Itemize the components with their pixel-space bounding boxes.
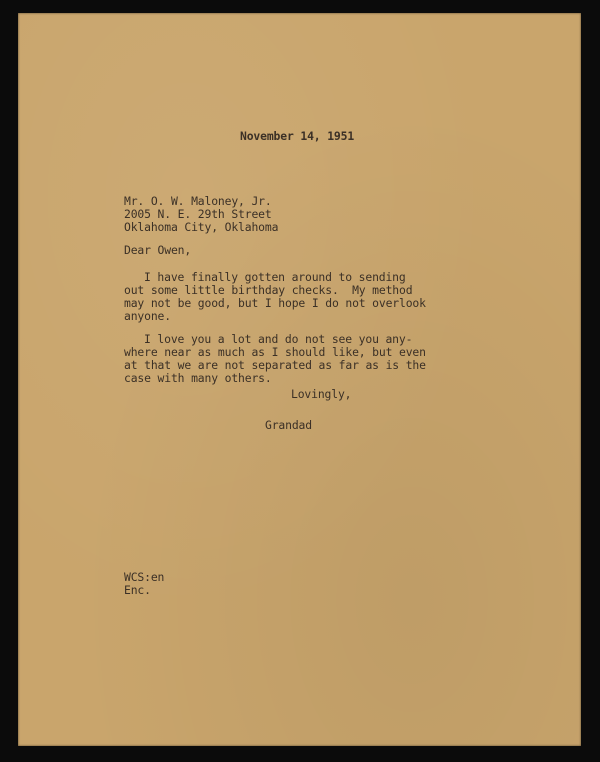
- paragraph-2-line-2: where near as much as I should like, but even: [124, 345, 426, 359]
- paragraph-1-line-2: out some little birthday checks. My method: [124, 283, 413, 297]
- closing: Lovingly,: [291, 387, 352, 401]
- letter-date: November 14, 1951: [240, 129, 355, 143]
- enclosure-note: Enc.: [124, 583, 151, 597]
- signature: Grandad: [265, 418, 312, 432]
- recipient-street: 2005 N. E. 29th Street: [124, 207, 272, 221]
- recipient-city: Oklahoma City, Oklahoma: [124, 220, 279, 234]
- paragraph-2-line-1: I love you a lot and do not see you any-: [144, 332, 413, 346]
- paragraph-2-line-4: case with many others.: [124, 371, 272, 385]
- paragraph-1-line-1: I have finally gotten around to sending: [144, 270, 406, 284]
- recipient-name: Mr. O. W. Maloney, Jr.: [124, 194, 272, 208]
- letter-page: [18, 13, 581, 746]
- salutation: Dear Owen,: [124, 243, 192, 257]
- reference-initials: WCS:en: [124, 570, 165, 584]
- paragraph-1-line-3: may not be good, but I hope I do not overlook: [124, 296, 426, 310]
- paragraph-2-line-3: at that we are not separated as far as is the: [124, 358, 426, 372]
- paragraph-1-line-4: anyone.: [124, 309, 171, 323]
